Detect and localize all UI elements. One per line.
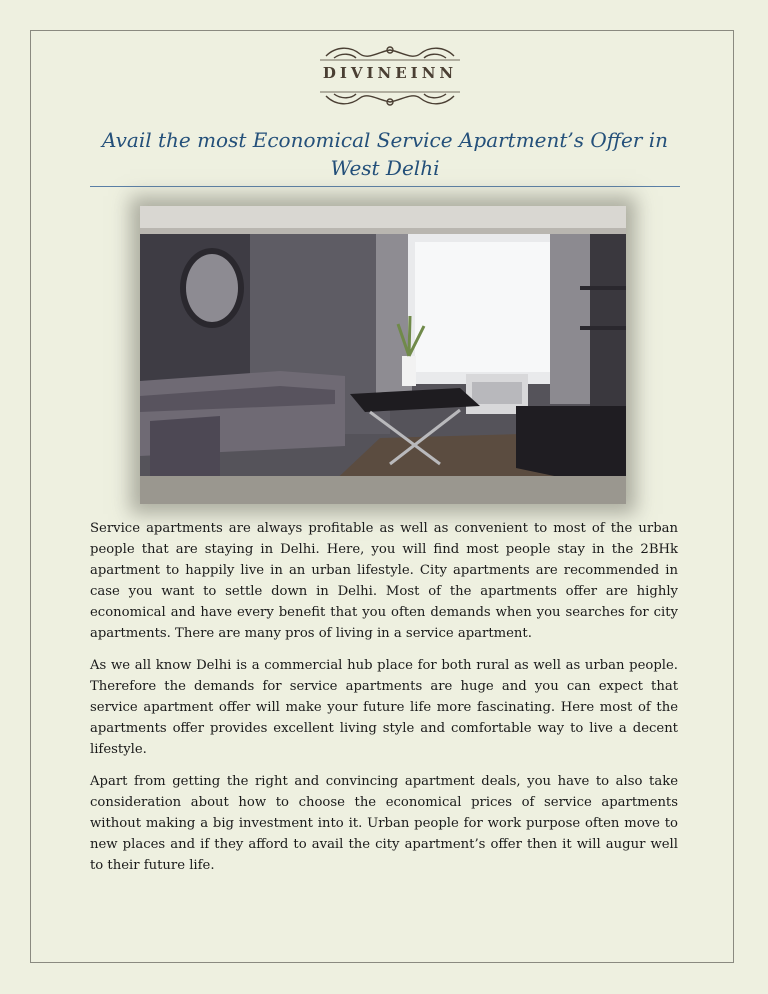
paragraph: Service apartments are always profitable as well as convenient to most of the urban people that are staying in Delhi. Here, you will find most people stay in the 2BHk apartment to happily live in an urban lifestyle. City apartments are recommended in case you want to settle down in Delhi. Most of the apartments offer are highly economical and have every benefit that you often demands when you searches for city apartments. There are many pros of living in a service apartment. [90,521,678,641]
page-title: Avail the most Economical Service Apartment’s Offer in West Delhi [101,128,669,180]
living-room-photo [140,206,626,504]
paragraph: As we all know Delhi is a commercial hub place for both rural as well as urban people. Therefore the demands for service apartments are huge and you can expect that service apartment offer will make your future life more fascinating. Here most of the apartments offer provides excellent living style and comfortable way to live a decent lifestyle. [90,658,678,757]
article-body [90,518,678,887]
brand-logo [316,42,464,110]
title-divider [90,186,680,187]
paragraph: Apart from getting the right and convincing apartment deals, you have to also take consideration about how to choose the economical prices of service apartments without making a big investment into it. Urban people for work purpose often move to new places and if they afford to avail the city apartment’s offer then it will augur well to their future life. [90,774,678,873]
brand-name: DIVINEINN [322,64,458,82]
